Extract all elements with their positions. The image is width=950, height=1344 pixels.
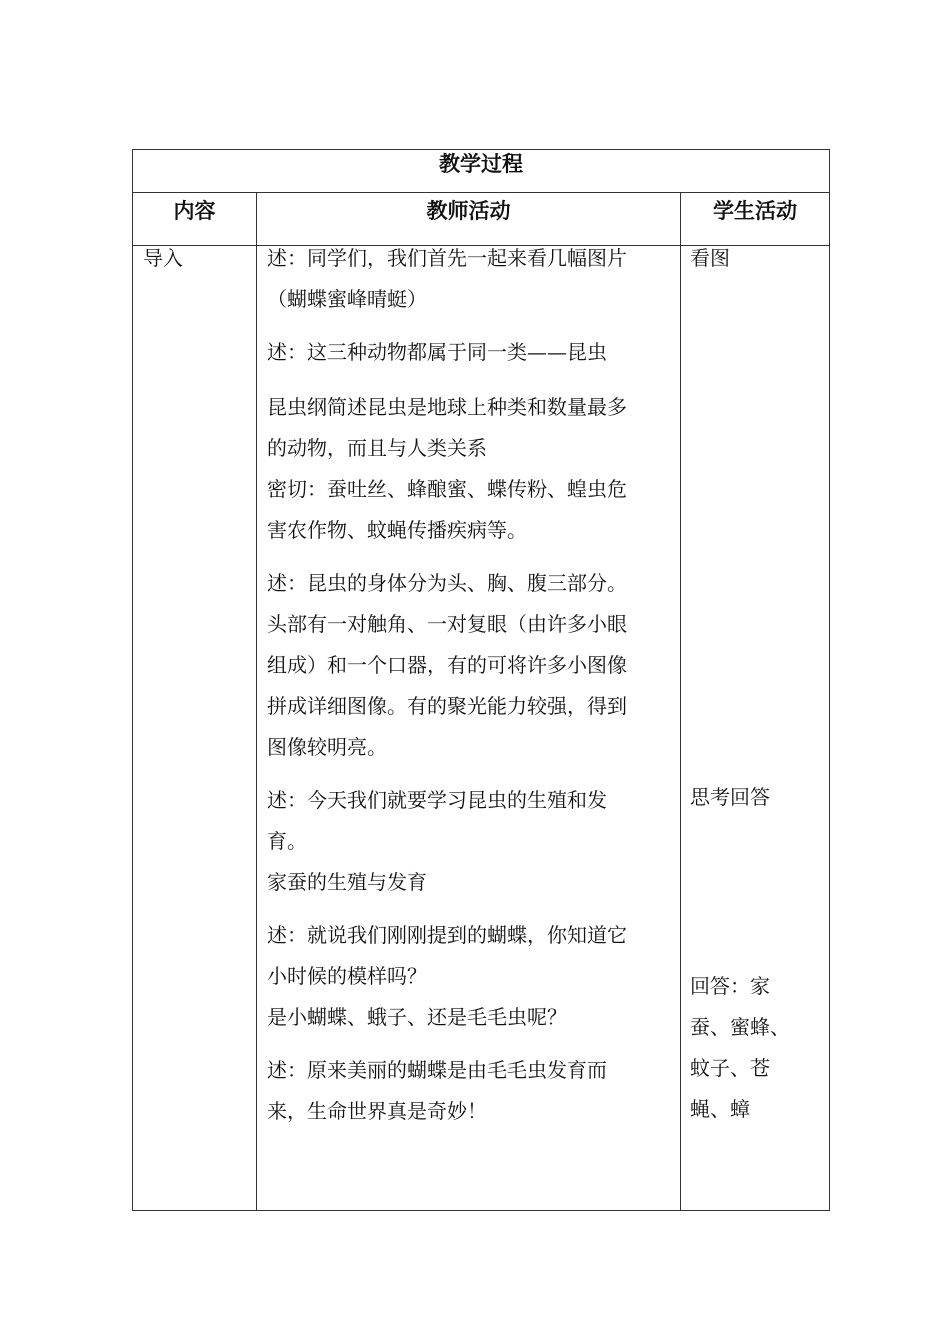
student-line: 蚊子、苍: [690, 1056, 770, 1080]
student-activity-cell: [690, 777, 826, 818]
teacher-line: 来，生命世界真是奇妙！: [267, 1099, 487, 1123]
student-activity-cell: [690, 966, 826, 1130]
teacher-line: 述：今天我们就要学习昆虫的生殖和发: [267, 788, 607, 812]
teacher-line: 育。: [267, 829, 307, 853]
teacher-line: 小时候的模样吗？: [267, 964, 427, 988]
teacher-line: 密切：蚕吐丝、蜂酿蜜、蝶传粉、蝗虫危: [267, 477, 627, 501]
header-student-activity: 学生活动: [713, 199, 797, 223]
student-line: 蚕、蜜蜂、: [690, 1015, 790, 1039]
teacher-line: 拼成详细图像。有的聚光能力较强，得到: [267, 694, 627, 718]
content-label: 导入: [143, 246, 183, 270]
teacher-line: 述：原来美丽的蝴蝶是由毛毛虫发育而: [267, 1058, 607, 1082]
teacher-line: 组成）和一个口器，有的可将许多小图像: [267, 653, 627, 677]
teacher-line: 家蚕的生殖与发育: [267, 870, 427, 894]
student-line: 蝇、蟑: [690, 1097, 750, 1121]
teacher-line: 述：就说我们刚刚提到的蝴蝶，你知道它: [267, 923, 627, 947]
teacher-line: 图像较明亮。: [267, 735, 387, 759]
teaching-process-table: [132, 149, 830, 1211]
teacher-activity-cell: [267, 238, 677, 1132]
student-line: 思考回答: [690, 785, 770, 809]
teacher-line: 昆虫纲简述昆虫是地球上种类和数量最多: [267, 395, 627, 419]
header-content: 内容: [173, 199, 216, 223]
teacher-line: 的动物，而且与人类关系: [267, 436, 487, 460]
teacher-line: 是小蝴蝶、蛾子、还是毛毛虫呢？: [267, 1005, 567, 1029]
table-title: 教学过程: [439, 152, 523, 176]
divider: [256, 192, 257, 1210]
teacher-line: 头部有一对触角、一对复眼（由许多小眼: [267, 612, 627, 636]
teacher-line: 述：昆虫的身体分为头、胸、腹三部分。: [267, 571, 627, 595]
teacher-line: 述：同学们，我们首先一起来看几幅图片: [267, 246, 627, 270]
content-cell: [143, 238, 183, 279]
header-teacher-activity: 教师活动: [426, 199, 511, 223]
student-line: 回答：家: [690, 974, 770, 998]
student-line: 看图: [690, 246, 730, 270]
divider: [680, 192, 681, 1210]
teacher-line: 害农作物、蚊蝇传播疾病等。: [267, 518, 527, 542]
teacher-line: 述：这三种动物都属于同一类——昆虫: [267, 340, 607, 364]
student-activity-cell: [690, 238, 826, 279]
teacher-line: （蝴蝶蜜峰晴蜓）: [267, 287, 427, 311]
